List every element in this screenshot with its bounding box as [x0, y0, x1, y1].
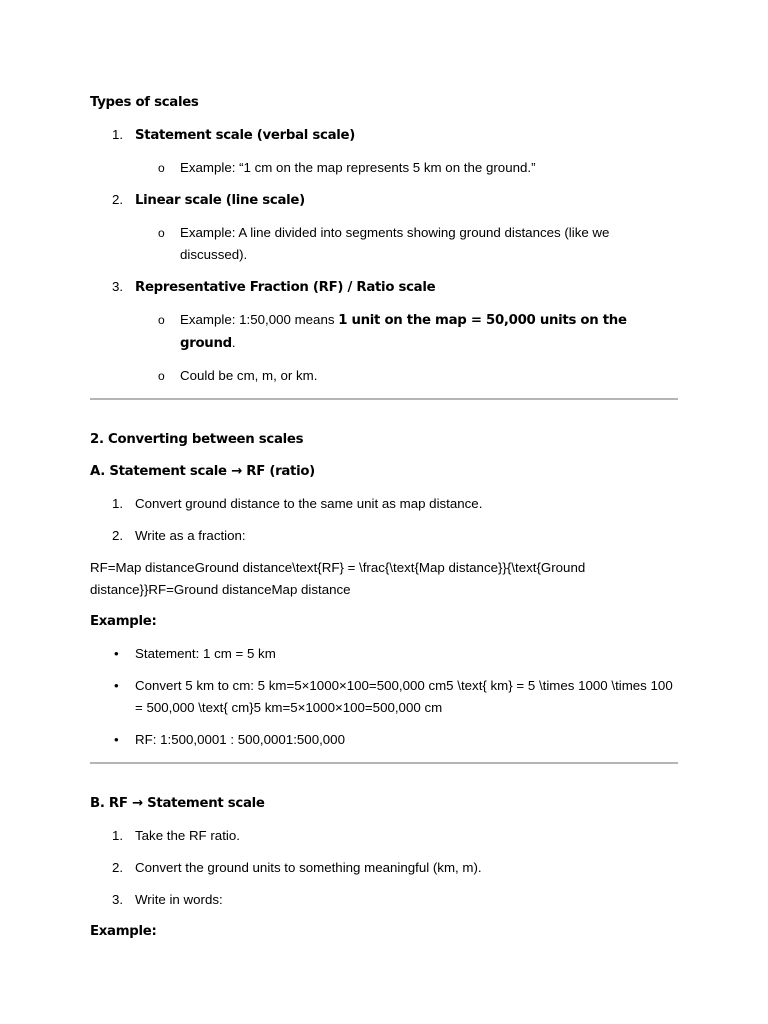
list-item	[90, 124, 678, 179]
bullet-marker: •	[114, 732, 119, 747]
rf-example-suffix: .	[231, 335, 236, 350]
statement-scale-heading: Statement scale (verbal scale)	[135, 128, 356, 143]
bullet-text: RF: 1:500,0001 : 500,0001:500,000	[135, 732, 345, 747]
list-number: 2.	[112, 192, 124, 207]
rf-example-prefix: Example: 1:50,000 means	[180, 312, 339, 327]
rf-example-bold: 1 unit on the map = 50,000 units on the ground	[180, 313, 627, 351]
list-number: 3.	[112, 892, 124, 907]
bullet-text: Convert 5 km to cm: 5 km=5×1000×100=500,000 cm5 \text{ km} = 5 \times 1000 \times 100 = 500,000 \text{ cm}5 km=5×1000×100=500,000 cm	[135, 678, 673, 715]
part-a-steps	[90, 493, 678, 547]
part-b-steps	[90, 825, 678, 911]
scale-types-list	[90, 124, 678, 387]
linear-scale-example: Example: A line divided into segments showing ground distances (like we discussed).	[180, 225, 610, 262]
list-number: 1.	[112, 496, 124, 511]
sub-marker: o	[158, 313, 165, 327]
rf-units-text: Could be cm, m, or km.	[180, 368, 318, 383]
list-item	[90, 857, 678, 879]
bullet-marker: •	[114, 678, 119, 693]
sub-list-item	[90, 222, 678, 266]
list-number: 2.	[112, 860, 124, 875]
rf-scale-heading: Representative Fraction (RF) / Ratio scale	[135, 280, 436, 295]
step-text: Convert the ground units to something meaningful (km, m).	[135, 860, 482, 875]
linear-scale-heading: Linear scale (line scale)	[135, 193, 305, 208]
bullet-text: Statement: 1 cm = 5 km	[135, 646, 276, 661]
sub-marker: o	[158, 226, 165, 240]
types-of-scales-heading: Types of scales	[90, 95, 199, 110]
list-item	[90, 276, 678, 387]
list-item	[90, 729, 678, 751]
list-number: 2.	[112, 528, 124, 543]
step-text: Convert ground distance to the same unit as map distance.	[135, 496, 483, 511]
converting-scales-heading: 2. Converting between scales	[90, 432, 304, 447]
rf-formula: RF=Map distanceGround distance\text{RF} = \frac{\text{Map distance}}{\text{Ground distance}}RF=Ground distanceMap distance	[90, 560, 586, 597]
part-a-heading: A. Statement scale → RF (ratio)	[90, 464, 315, 479]
horizontal-rule	[90, 762, 678, 764]
list-number: 1.	[112, 828, 124, 843]
sub-list-item	[90, 309, 678, 355]
list-item	[90, 825, 678, 847]
step-text: Write as a fraction:	[135, 528, 246, 543]
step-text: Take the RF ratio.	[135, 828, 240, 843]
horizontal-rule	[90, 398, 678, 400]
sub-marker: o	[158, 161, 165, 175]
example-label: Example:	[90, 924, 157, 939]
list-item	[90, 675, 678, 719]
sub-list	[135, 222, 678, 266]
sub-marker: o	[158, 369, 165, 383]
step-text: Write in words:	[135, 892, 223, 907]
part-a-example-bullets	[90, 643, 678, 751]
bullet-marker: •	[114, 646, 119, 661]
document-page	[90, 92, 678, 943]
list-item	[90, 889, 678, 911]
sub-list-item	[90, 157, 678, 179]
sub-list	[135, 309, 678, 387]
statement-scale-example: Example: “1 cm on the map represents 5 km on the ground.”	[180, 160, 536, 175]
list-item	[90, 493, 678, 515]
list-item	[90, 643, 678, 665]
example-label: Example:	[90, 614, 157, 629]
list-item	[90, 189, 678, 266]
list-number: 1.	[112, 127, 124, 142]
part-b-heading: B. RF → Statement scale	[90, 796, 265, 811]
list-item	[90, 525, 678, 547]
sub-list	[135, 157, 678, 179]
sub-list-item	[90, 365, 678, 387]
list-number: 3.	[112, 279, 124, 294]
